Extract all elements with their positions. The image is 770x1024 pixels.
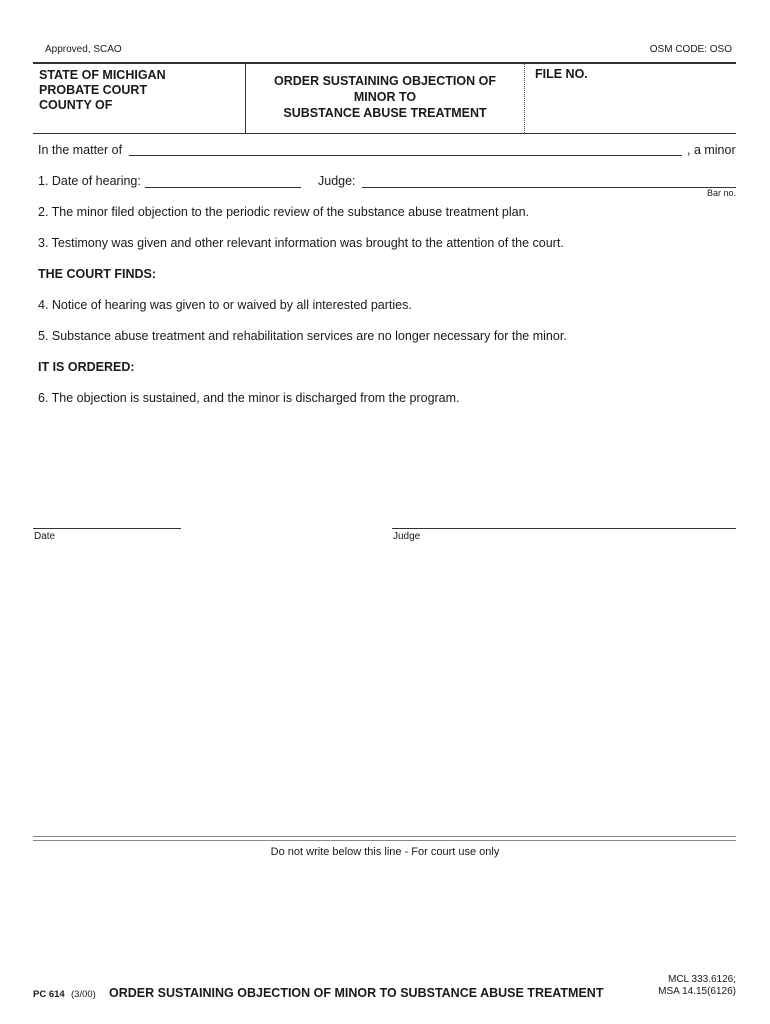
form-title-line3: SUBSTANCE ABUSE TREATMENT [283,106,487,120]
court-state: STATE OF MICHIGAN [39,68,166,82]
hearing-date-label: 1. Date of hearing: [38,174,141,188]
signature-date-field[interactable] [33,528,181,529]
bar-no-label: Bar no. [706,188,736,198]
signature-date-label: Date [34,531,56,542]
court-finds-heading: THE COURT FINDS: [38,267,157,281]
form-title [246,73,524,121]
form-number: PC 614 [33,989,65,1000]
matter-label: In the matter of [38,143,123,157]
statute-citation [658,974,736,998]
signature-judge-label: Judge [393,531,421,542]
hearing-judge-field[interactable] [362,187,736,188]
signature-judge-field[interactable] [392,528,736,529]
file-no-label: FILE NO. [535,67,588,81]
item-2: 2. The minor filed objection to the periodic review of the substance abuse treatment plan. [38,205,530,219]
court-use-rule-top [33,836,736,837]
osm-code-label: OSM CODE: OSO [649,44,732,55]
minor-suffix: , a minor [687,143,736,157]
citation-msa: MSA 14.15(6126) [658,986,736,997]
court-use-rule-bottom [33,840,736,841]
court-use-notice: Do not write below this line - For court use only [270,846,500,858]
item-3: 3. Testimony was given and other relevant information was brought to the attention of the court. [38,236,564,250]
hearing-date-field[interactable] [145,187,301,188]
citation-mcl: MCL 333.6126; [667,974,736,985]
form-title-line2: MINOR TO [353,90,417,104]
form-revision: (3/00) [71,989,96,1000]
footer-title: ORDER SUSTAINING OBJECTION OF MINOR TO SUBSTANCE ABUSE TREATMENT [109,986,604,1000]
it-is-ordered-heading: IT IS ORDERED: [38,360,135,374]
hearing-judge-label: Judge: [318,174,356,188]
file-no-divider [524,64,525,133]
item-6: 6. The objection is sustained, and the minor is discharged from the program. [38,391,460,405]
court-caption [39,68,166,113]
court-county-label: COUNTY OF [39,98,113,112]
item-5: 5. Substance abuse treatment and rehabilitation services are no longer necessary for the minor. [38,329,567,343]
matter-name-field[interactable] [129,155,682,156]
caption-box [33,62,736,134]
form-title-line1: ORDER SUSTAINING OBJECTION OF [273,74,496,88]
approved-label: Approved, SCAO [45,44,122,55]
item-4: 4. Notice of hearing was given to or waived by all interested parties. [38,298,412,312]
court-name: PROBATE COURT [39,83,148,97]
